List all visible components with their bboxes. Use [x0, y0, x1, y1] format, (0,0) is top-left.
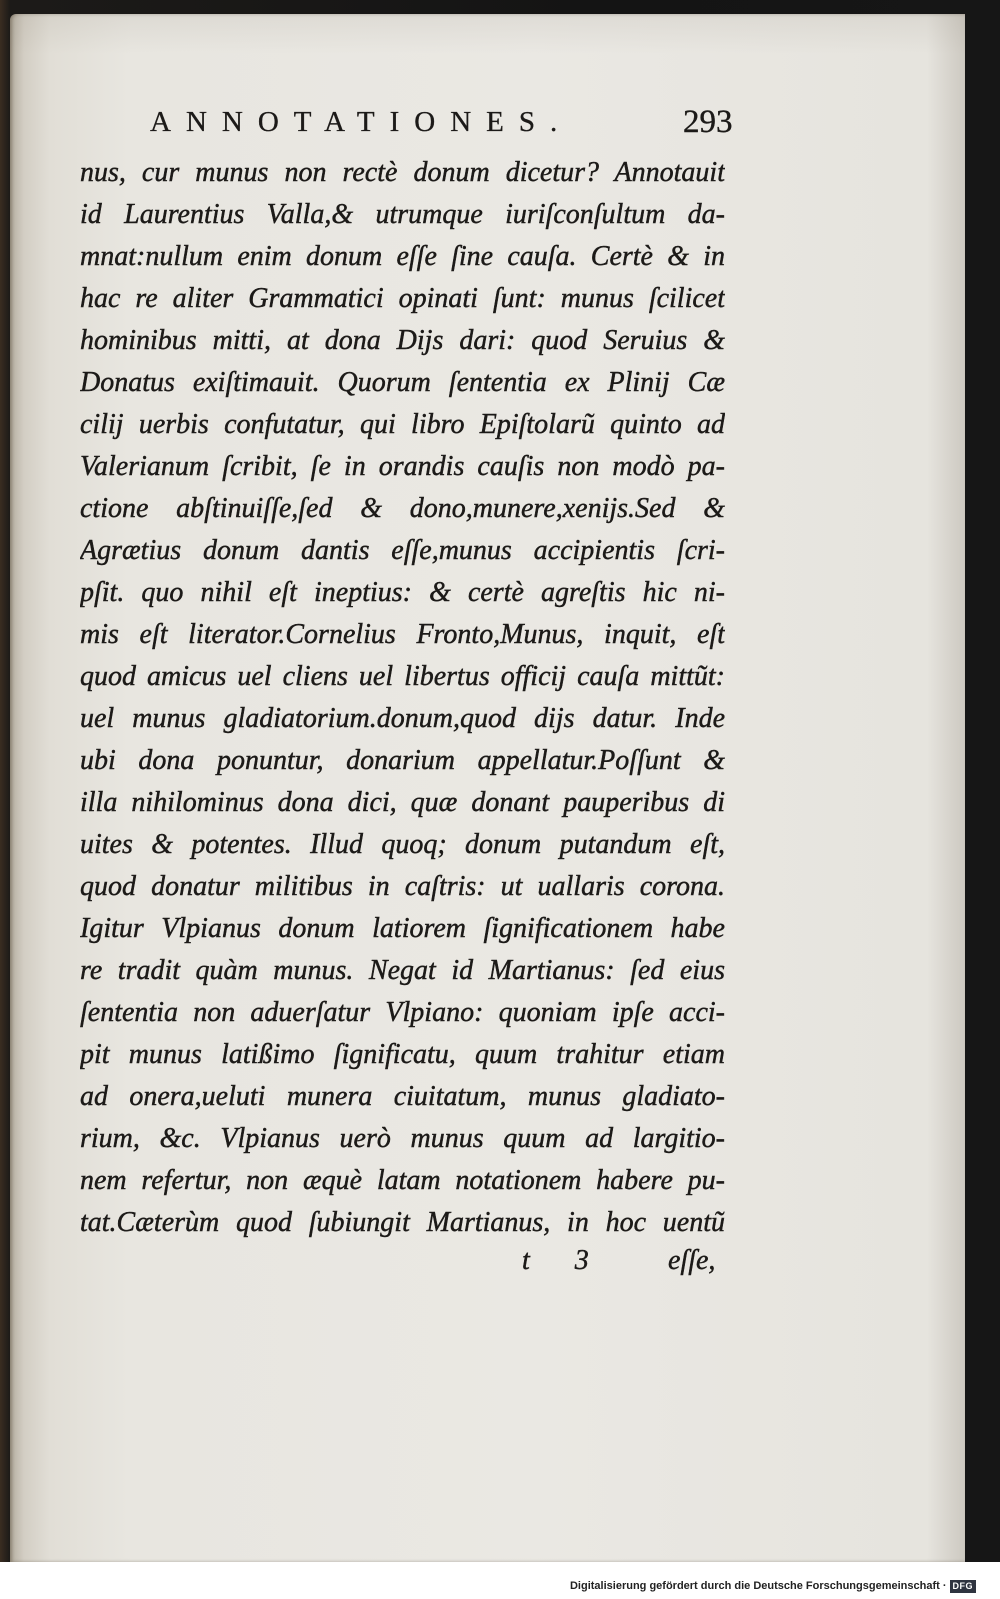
- text-line: quod amicus uel cliens uel libertus officij cauſa mittũt:: [80, 661, 725, 692]
- text-line: hac re aliter Grammatici opinati ſunt: munus ſcilicet: [80, 283, 725, 314]
- text-line: ſententia non aduerſatur Vlpiano: quoniam ipſe acci-: [80, 997, 725, 1028]
- text-line: Valerianum ſcribit, ſe in orandis cauſis non modò pa-: [80, 451, 725, 482]
- text-line: cilij uerbis confutatur, qui libro Epiſtolarũ quinto ad: [80, 409, 725, 440]
- book-page: [10, 14, 965, 1562]
- text-line: nem refertur, non æquè latam notationem habere pu-: [80, 1165, 725, 1196]
- dfg-logo: DFG: [950, 1580, 977, 1593]
- text-line: id Laurentius Valla,& utrumque iuriſconſultum da-: [80, 199, 725, 230]
- text-line: Igitur Vlpianus donum latiorem ſignificationem habe: [80, 913, 725, 944]
- funding-credit: [570, 1578, 976, 1594]
- text-line: ad onera,ueluti munera ciuitatum, munus gladiato-: [80, 1081, 725, 1112]
- text-line: rium, &c. Vlpianus uerò munus quum ad largitio-: [80, 1123, 725, 1154]
- text-line: pſit. quo nihil eſt ineptius: & certè agreſtis hic ni-: [80, 577, 725, 608]
- catchword: eſſe,: [668, 1245, 716, 1276]
- text-line: uites & potentes. Illud quoq; donum putandum eſt,: [80, 829, 725, 860]
- text-line: Agrætius donum dantis eſſe,munus accipientis ſcri-: [80, 535, 725, 566]
- text-line: tat.Cæterùm quod ſubiungit Martianus, in hoc uentũ: [80, 1207, 725, 1238]
- text-line: mnat:nullum enim donum eſſe ſine cauſa. Certè & in: [80, 241, 725, 272]
- running-head: ANNOTATIONES.: [150, 106, 573, 138]
- text-line: mis eſt literator.Cornelius Fronto,Munus, inquit, eſt: [80, 619, 725, 650]
- text-line: pit munus latißimo ſignificatu, quum trahitur etiam: [80, 1039, 725, 1070]
- text-line: quod donatur militibus in caſtris: ut uallaris corona.: [80, 871, 725, 902]
- text-line: ubi dona ponuntur, donarium appellatur.Poſſunt &: [80, 745, 725, 776]
- body-text: [80, 152, 725, 1244]
- text-line: hominibus mitti, at dona Dijs dari: quod Seruius &: [80, 325, 725, 356]
- funding-note: Digitalisierung gefördert durch die Deutsche Forschungsgemeinschaft ·: [569, 1580, 947, 1592]
- text-line: Donatus exiſtimauit. Quorum ſententia ex Plinij Cæ: [80, 367, 725, 398]
- text-line: uel munus gladiatorium.donum,quod dijs datur. Inde: [80, 703, 725, 734]
- text-line: illa nihilominus dona dici, quæ donant pauperibus di: [80, 787, 725, 818]
- text-line: re tradit quàm munus. Negat id Martianus: ſed eius: [80, 955, 725, 986]
- text-line: ctione abſtinuiſſe,ſed & dono,munere,xenijs.Sed &: [80, 493, 725, 524]
- text-line: nus, cur munus non rectè donum dicetur? Annotauit: [80, 157, 725, 188]
- page-number: 293: [683, 104, 733, 140]
- signature-mark: t 3: [522, 1245, 589, 1276]
